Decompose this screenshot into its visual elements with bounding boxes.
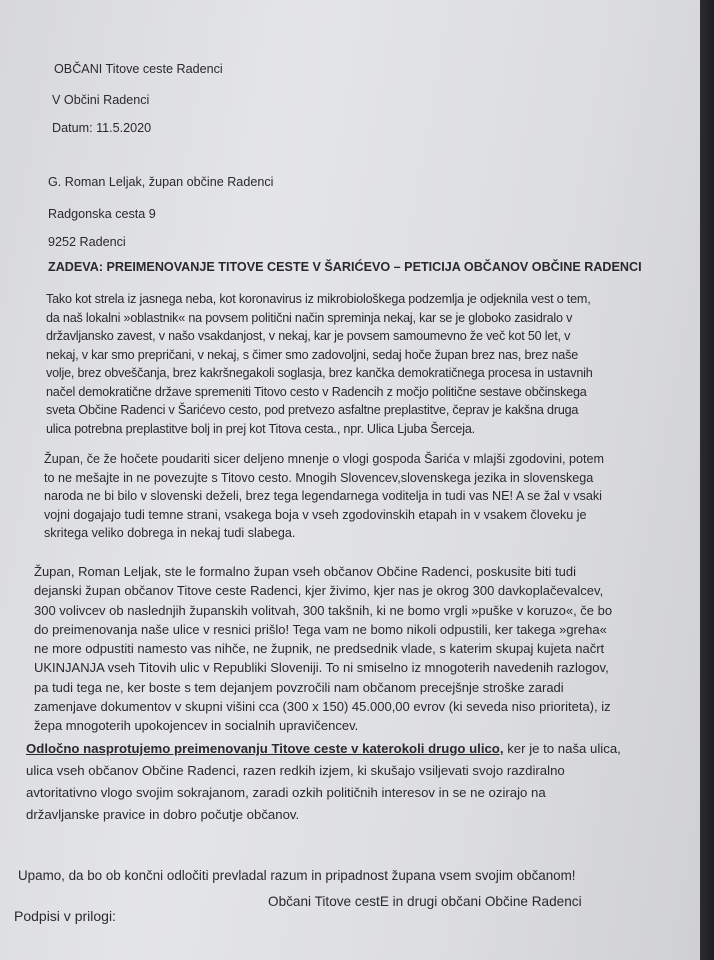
paragraph-3-line: Župan, Roman Leljak, ste le formalno župan vseh občanov Občine Radenci, poskusite biti tudi	[34, 564, 576, 579]
paragraph-3-line: dejanski župan občanov Titove ceste Radenci, kjer živimo, kjer nas je okrog 300 davkoplačevalcev,	[34, 583, 604, 599]
recipient-street: Radgonska cesta 9	[48, 207, 156, 221]
letter-date: Datum: 11.5.2020	[52, 121, 152, 135]
paragraph-1-line: volje, brez obveščanja, brez kakršnegakoli soglasja, brez kančka demokratičnega procesa in ustavnih	[46, 366, 593, 380]
paragraph-2	[44, 450, 604, 543]
paragraph-3-line: 300 volivcev ob naslednjih županskih volitvah, 300 takšnih, ki ne bomo vrgli »puške v koruzo«, če bo	[34, 602, 613, 618]
paragraph-3-line: ne more odpustiti namesto vas nihče, ne župnik, ne predsednik vlade, s katerim skupaj kujeta načrt	[34, 641, 605, 657]
paragraph-1-line: da naš lokalni »oblastnik« na povsem politični način spreminja nekaj, kar se je globoko zasidralo v	[46, 310, 573, 325]
paragraph-1-line: državljansko zavest, v našo vsakdanjost, v nekaj, kar je povsem samoumevno že več kot 50 let, v	[46, 329, 571, 343]
paragraph-2-line: skritega veliko dobrega in nekaj tudi slabega.	[44, 526, 296, 540]
paragraph-3-line: do preimenovanja naše ulice v resnici prišlo! Tega vam ne bomo nikoli odpustili, ker takega »greha«	[34, 621, 607, 637]
paragraph-4-line: ulica vseh občanov Občine Radenci, razen redkih izjem, ki skušajo vsiljevati svojo razdiralno	[26, 763, 565, 778]
paragraph-1-line: Tako kot strela iz jasnega neba, kot koronavirus iz mikrobiološkega podzemlja je odjeknila vest o tem,	[46, 292, 591, 306]
subject-line: ZADEVA: PREIMENOVANJE TITOVE CESTE V ŠARIĆEVO – PETICIJA OBČANOV OBČINE RADENCI	[48, 260, 642, 274]
paragraph-2-line: Župan, če že hočete poudariti sicer deljeno mnenje o vlogi gospoda Šarića v mlajši zgodovini, potem	[44, 452, 605, 466]
paragraph-1-line: ulica potrebna preplastitve bolj in prej kot Titova cesta., npr. Ulica Ljuba Šerceja.	[46, 421, 475, 436]
paragraph-4-line: avtoritativno vlogo svojim sokrajanom, zaradi ozkih političnih interesov in se ne ozirajo na	[26, 785, 546, 800]
signatures-note: Podpisi v prilogi:	[14, 908, 116, 924]
recipient-city: 9252 Radenci	[48, 235, 126, 249]
recipient-name: G. Roman Leljak, župan občine Radenci	[48, 175, 274, 189]
signature-group: Občani Titove cestE in drugi občani Občine Radenci	[268, 894, 582, 909]
paragraph-4-line: ker je to naša ulica,	[503, 741, 621, 756]
paragraph-3-line: pa tudi tega ne, ker boste s tem dejanjem povzročili nam občanom precejšnje stroške zaradi	[34, 679, 564, 695]
paragraph-3-line: žepa mnogoterih upokojencev in socialnih upravičencev.	[34, 718, 359, 734]
paragraph-3	[34, 562, 612, 736]
paragraph-3-line: zamenjave dokumentov v skupni višini cca (300 x 150) 45.000,00 evrov (ki seveda niso prioriteta), iz	[34, 699, 611, 715]
paragraph-2-line: vojni dogajajo tudi temne strani, vsakega boja v vseh zgodovinskih etapah in v vsakem človeku je	[44, 507, 587, 522]
paragraph-3-line: UKINJANJA vseh Titovih ulic v Republiki Sloveniji. To ni smiselno iz mnogoterih navedenih razlogov,	[34, 660, 609, 676]
background-edge	[700, 0, 714, 960]
paragraph-1-line: načel demokratične države spremeniti Titovo cesto v Radencih z močjo politične sestave občinskega	[46, 384, 587, 399]
paragraph-4-line: državljanske pravice in dobro počutje občanov.	[26, 807, 300, 822]
paragraph-2-line: to ne mešajte in ne povezujte s Titovo cesto. Mnogih Slovencev,slovenskega jezika in slovenskega	[44, 470, 594, 485]
paragraph-2-line: naroda ne bi bilo v slovenski deželi, brez tega legendarnega voditelja in tudi vas NE! A se žal v vsaki	[44, 489, 602, 503]
sender-line-1: OBČANI Titove ceste Radenci	[54, 62, 223, 76]
opposition-statement: Odločno nasprotujemo preimenovanju Titove ceste v katerokoli drugo ulico,	[26, 741, 504, 756]
paragraph-1-line: sveta Občine Radenci v Šarićevo cesto, pod pretvezo asfaltne preplastitve, čeprav je kakšna druga	[46, 403, 579, 417]
paragraph-4-first-line	[26, 738, 621, 760]
paragraph-1-line: nekaj, v kar smo prepričani, v nekaj, s čimer smo zadovoljni, sedaj hoče župan brez nas, brez naše	[46, 347, 578, 362]
closing-sentence: Upamo, da bo ob končni odločiti prevladal razum in pripadnost župana vsem svojim občanom!	[18, 868, 576, 883]
paragraph-4	[26, 738, 621, 826]
paragraph-1	[46, 290, 593, 438]
sender-line-2: V Občini Radenci	[52, 93, 150, 107]
